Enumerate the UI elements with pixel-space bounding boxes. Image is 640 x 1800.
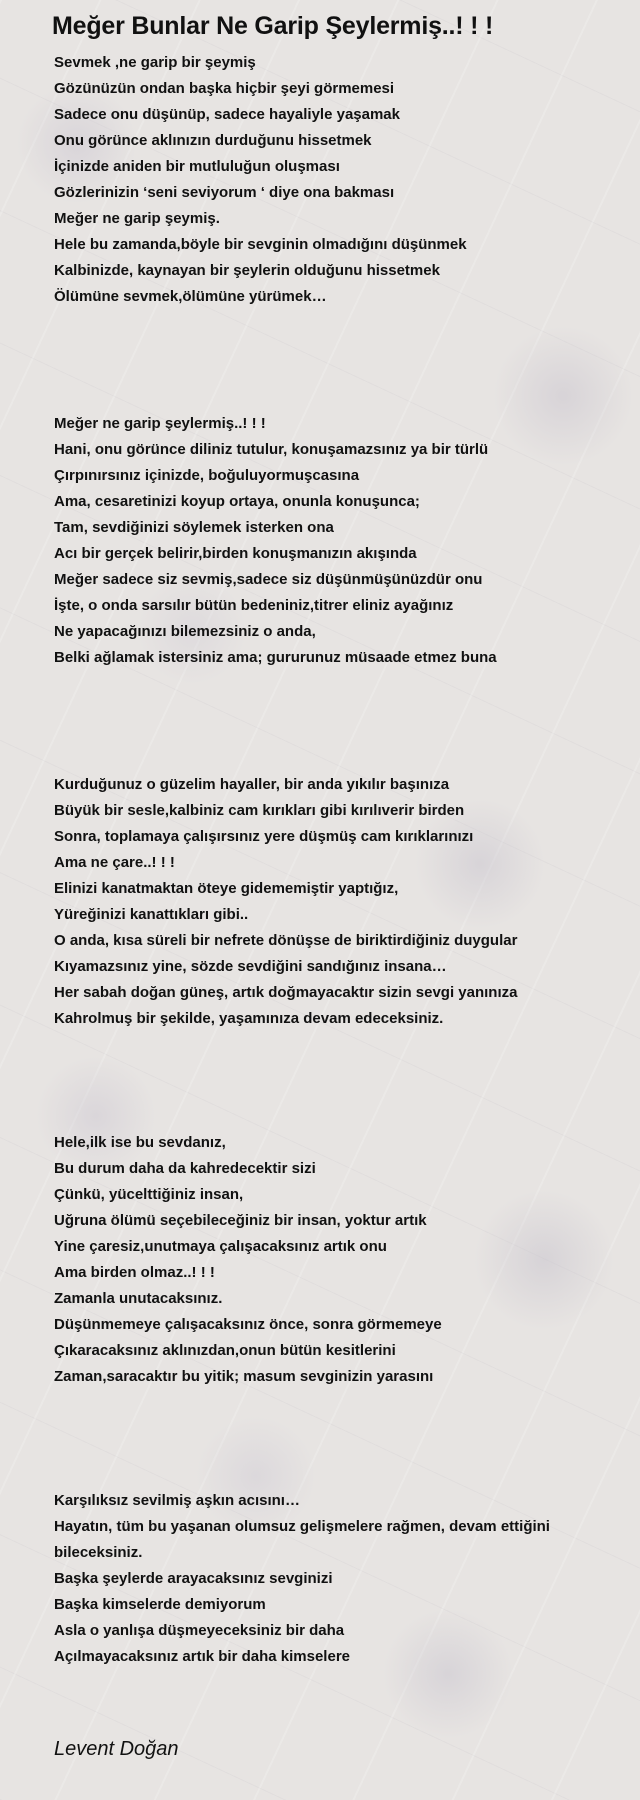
poem-line: Asla o yanlışa düşmeyeceksiniz bir daha [54, 1622, 345, 1639]
poem-line: Kalbinizde, kaynayan bir şeylerin olduğunu hissetmek [54, 262, 440, 279]
poem-line: Sadece onu düşünüp, sadece hayaliyle yaşamak [54, 106, 400, 123]
poem-line: İçinizde aniden bir mutluluğun oluşması [54, 158, 340, 175]
poem-line: Gözünüzün ondan başka hiçbir şeyi görmemesi [54, 80, 395, 97]
poem-line: Kurduğunuz o güzelim hayaller, bir anda yıkılır başınıza [54, 776, 450, 793]
poem-line: Hayatın, tüm bu yaşanan olumsuz gelişmelere rağmen, devam ettiğini bileceksiniz. [54, 1518, 550, 1561]
poem-line: Karşılıksız sevilmiş aşkın acısını… [54, 1492, 300, 1509]
poem-line: Başka şeylerde arayacaksınız sevginizi [54, 1570, 333, 1587]
poem-line: Acı bir gerçek belirir,birden konuşmanızın akışında [54, 545, 417, 562]
poem-line: Bu durum daha da kahredecektir sizi [54, 1160, 316, 1177]
poem-line: Ölümüne sevmek,ölümüne yürümek… [54, 288, 327, 305]
poem-line: Hele bu zamanda,böyle bir sevginin olmadığını düşünmek [54, 236, 467, 253]
poem-line: Açılmayacaksınız artık bir daha kimselere [54, 1648, 350, 1665]
poem-line: İşte, o onda sarsılır bütün bedeniniz,titrer eliniz ayağınız [54, 597, 454, 614]
poem-line: Çıkaracaksınız aklınızdan,onun bütün kesitlerini [54, 1342, 396, 1359]
poem-line: Meğer sadece siz sevmiş,sadece siz düşünmüşünüzdür onu [54, 571, 483, 588]
poem-line: Kahrolmuş bir şekilde, yaşamınıza devam edeceksiniz. [54, 1010, 444, 1027]
poem-line: Uğruna ölümü seçebileceğiniz bir insan, yoktur artık [54, 1212, 427, 1229]
poem-line: O anda, kısa süreli bir nefrete dönüşse de biriktirdiğiniz duygular [54, 932, 518, 949]
poem-line: Meğer ne garip şeylermiş..! ! ! [54, 415, 266, 432]
stanza-4 [54, 1130, 614, 1390]
poem-line: Çünkü, yücelttiğiniz insan, [54, 1186, 244, 1203]
poem-line: Meğer ne garip şeymiş. [54, 210, 220, 227]
poem-line: Gözlerinizin ‘seni seviyorum ‘ diye ona bakması [54, 184, 395, 201]
poem-line: Kıyamazsınız yine, sözde sevdiğini sandığınız insana… [54, 958, 447, 975]
poem-line: Hele,ilk ise bu sevdanız, [54, 1134, 226, 1151]
poem-line: Ama, cesaretinizi koyup ortaya, onunla konuşunca; [54, 493, 420, 510]
poem-line: Tam, sevdiğinizi söylemek isterken ona [54, 519, 334, 536]
poem-line: Büyük bir sesle,kalbiniz cam kırıkları gibi kırılıverir birden [54, 802, 465, 819]
poem-line: Yine çaresiz,unutmaya çalışacaksınız artık onu [54, 1238, 387, 1255]
poem-line: Düşünmemeye çalışacaksınız önce, sonra görmemeye [54, 1316, 442, 1333]
poem-line: Belki ağlamak istersiniz ama; gururunuz müsaade etmez buna [54, 649, 497, 666]
stanza-1 [54, 50, 614, 310]
poem-line: Sevmek ,ne garip bir şeymiş [54, 54, 256, 71]
poem-line: Onu görünce aklınızın durduğunu hissetmek [54, 132, 372, 149]
poem-line: Sonra, toplamaya çalışırsınız yere düşmüş cam kırıklarınızı [54, 828, 474, 845]
poem-line: Ama ne çare..! ! ! [54, 854, 175, 871]
poem-line: Başka kimselerde demiyorum [54, 1596, 266, 1613]
poem-line: Çırpınırsınız içinizde, boğuluyormuşcasına [54, 467, 360, 484]
poem-line: Ne yapacağınızı bilemezsiniz o anda, [54, 623, 316, 640]
poem-line: Elinizi kanatmaktan öteye gidememiştir yaptığız, [54, 880, 399, 897]
poem-line: Zaman,saracaktır bu yitik; masum sevginizin yarasını [54, 1368, 434, 1385]
stanza-5 [54, 1488, 614, 1670]
poem-line: Yüreğinizi kanattıkları gibi.. [54, 906, 249, 923]
poem-line: Hani, onu görünce diliniz tutulur, konuşamazsınız ya bir türlü [54, 441, 489, 458]
poem-line: Her sabah doğan güneş, artık doğmayacaktır sizin sevgi yanınıza [54, 984, 518, 1001]
author-name: Levent Doğan [54, 1738, 179, 1760]
poem-line: Zamanla unutacaksınız. [54, 1290, 223, 1307]
stanza-3 [54, 772, 614, 1032]
stanza-2 [54, 411, 614, 671]
poem-title: Meğer Bunlar Ne Garip Şeylermiş..! ! ! [52, 12, 494, 40]
poem-line: Ama birden olmaz..! ! ! [54, 1264, 215, 1281]
